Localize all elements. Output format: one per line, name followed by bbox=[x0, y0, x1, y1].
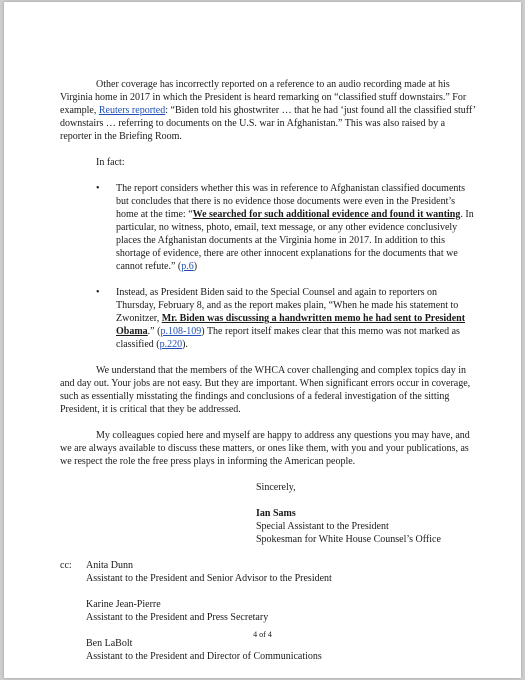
page-220-link[interactable]: p.220 bbox=[159, 339, 183, 350]
paragraph-whca: We understand that the members of the WHCA cover challenging and complex topics day in and day out. Your jobs are not easy. But they are important. When significant errors occur in coverage, such as essentially misstating the findings and conclusions of a federal investigation of the sitting President, it is critical that they be addressed. bbox=[60, 365, 471, 415]
bullet-icon: • bbox=[96, 287, 100, 298]
paragraph-colleagues: My colleagues copied here and myself are happy to address any questions you may have, and we are always available to discuss these matters, or ones like them, with you and your publications, as we respect the role the free press plays in informing the American people. bbox=[60, 430, 470, 467]
list-item: • The report considers whether this was in reference to Afghanistan classified documents but concludes that there is no evidence those documents were even in the President’s home at the time: “We searched for such additional evidence and found it wanting. In particular, no witness, photo, email, text message, or any other evidence conclusively places the Afghanistan documents at the Virginia home in 2017. In addition to this shortage of evidence, there are other innocent explanations for the documents that we cannot refute.” (p.6) bbox=[96, 183, 474, 272]
cc-name: Anita Dunn bbox=[86, 560, 133, 571]
bold-quote: Mr. Biden was discussing a handwritten memo he had sent to President Obama bbox=[116, 313, 466, 337]
cc-title: Assistant to the President and Senior Advisor to the President bbox=[86, 573, 332, 584]
cc-title: Assistant to the President and Director of Communications bbox=[86, 651, 322, 662]
cc-list bbox=[60, 559, 478, 663]
cc-entry bbox=[60, 598, 478, 624]
paragraph-coverage: Other coverage has incorrectly reported on a reference to an audio recording made at his Virginia home in 2017 in which the President is heard remarking on “classified stuff downstairs.” For example, Reuters reported: “Biden told his ghostwriter … that he had ‘just found all the classified stuff’ downstairs … referring to documents on the U.S. war in Afghanistan.” This was also raised by a reporter in the Briefing Room. bbox=[60, 79, 476, 142]
page-108-link[interactable]: p.108-109 bbox=[160, 326, 202, 337]
bold-quote: We searched for such additional evidence and found it wanting bbox=[192, 209, 461, 220]
cc-name: Karine Jean-Pierre bbox=[86, 599, 161, 610]
cc-label: cc: bbox=[60, 560, 72, 571]
document-page bbox=[4, 2, 521, 678]
reuters-link[interactable]: Reuters reported bbox=[98, 105, 166, 116]
bullet-icon: • bbox=[96, 183, 100, 194]
signature-block bbox=[60, 507, 478, 546]
cc-title: Assistant to the President and Press Secretary bbox=[86, 612, 269, 623]
letter-body bbox=[60, 78, 478, 676]
page-number: 4 of 4 bbox=[253, 630, 272, 639]
signer-name: Ian Sams bbox=[256, 508, 296, 519]
cc-entry bbox=[60, 637, 478, 663]
in-fact-label: In fact: bbox=[96, 157, 125, 168]
signer-title: Special Assistant to the President bbox=[256, 521, 389, 532]
fact-list bbox=[60, 182, 478, 351]
page-6-link[interactable]: p.6 bbox=[181, 261, 194, 272]
cc-name: Ben LaBolt bbox=[86, 638, 133, 649]
signer-title: Spokesman for White House Counsel’s Office bbox=[256, 534, 441, 545]
list-item: • Instead, as President Biden said to the Special Counsel and again to reporters on Thursday, February 8, and as the report makes plain, “When he made his statement to Zwonitzer, Mr. Biden was discussing a handwritten memo he had sent to President Obama.” (p.108-109) The report itself makes clear that this memo was not marked as classified (p.220). bbox=[96, 287, 466, 350]
cc-entry bbox=[60, 559, 478, 585]
closing: Sincerely, bbox=[256, 482, 296, 493]
